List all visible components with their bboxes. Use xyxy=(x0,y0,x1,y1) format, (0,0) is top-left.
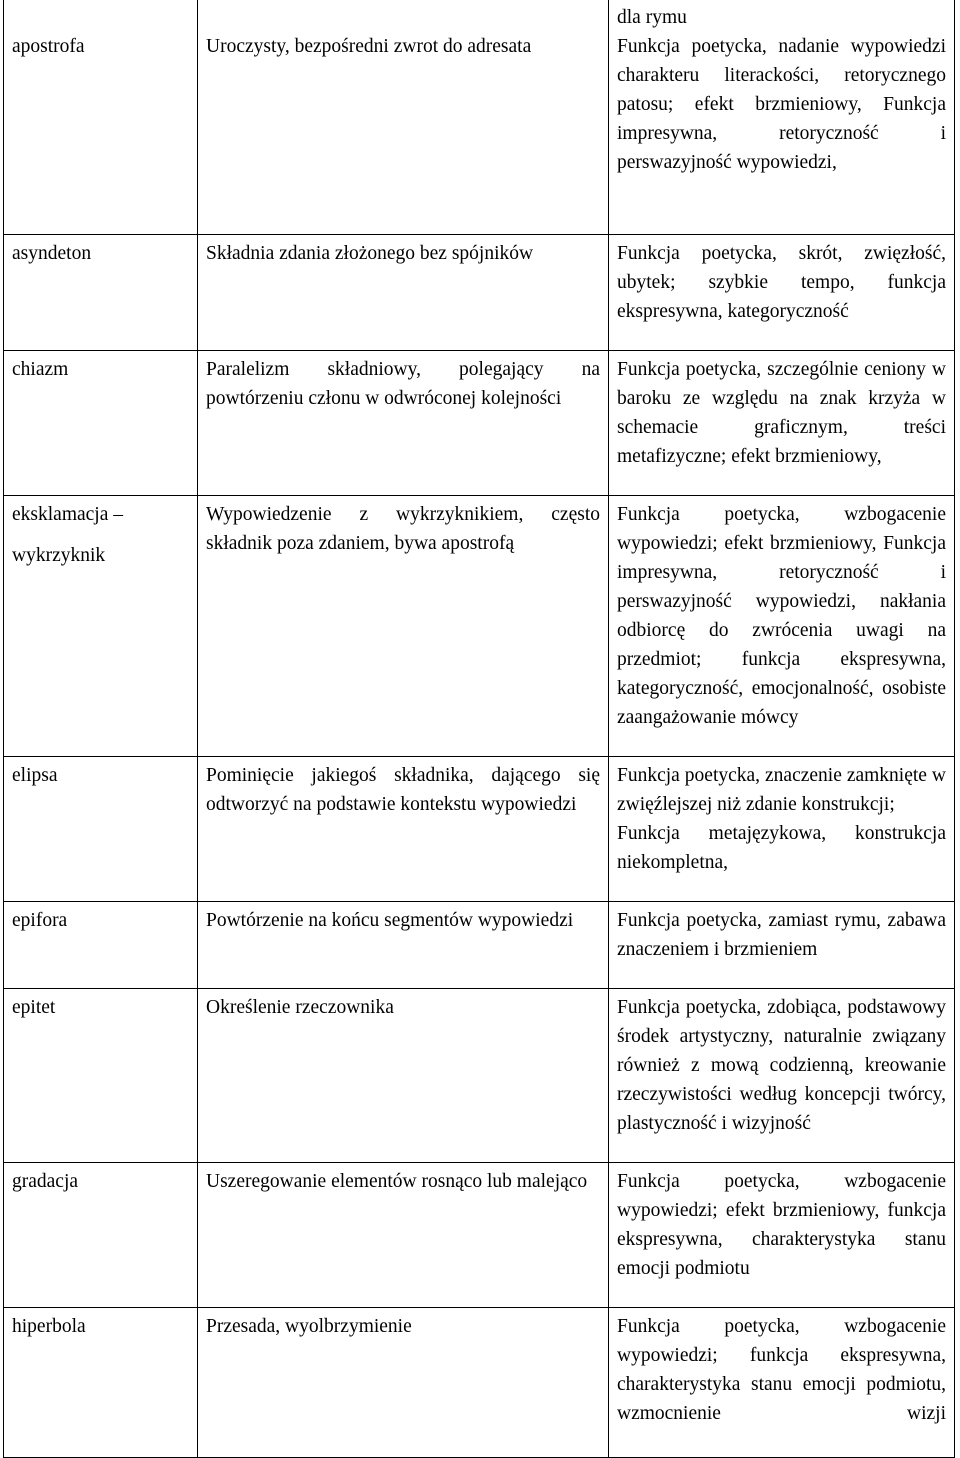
definition-cell xyxy=(198,0,609,235)
term-text: hiperbola xyxy=(12,1316,86,1337)
function-cell xyxy=(609,902,955,989)
function-text-line2: Funkcja metajęzykowa, konstrukcja niekompletna, xyxy=(617,823,946,873)
term-cell xyxy=(4,351,198,496)
function-cell xyxy=(609,989,955,1163)
function-text: Funkcja poetycka, szczególnie ceniony w baroku ze względu na znak krzyża w schemacie graficznym, treści metafizyczne; efekt brzmieniowy, xyxy=(617,359,946,467)
function-text: Funkcja poetycka, wzbogacenie wypowiedzi; efekt brzmieniowy, funkcja ekspresywna, charakterystyka stanu emocji podmiotu xyxy=(617,1171,946,1279)
term-text: asyndeton xyxy=(12,243,92,264)
term-text: apostrofa xyxy=(12,36,85,57)
term-text: elipsa xyxy=(12,765,58,786)
definition-text: Przesada, wyolbrzymienie xyxy=(206,1316,412,1337)
term-text: gradacja xyxy=(12,1171,79,1192)
function-cell xyxy=(609,0,955,235)
term-cell xyxy=(4,496,198,757)
term-cell xyxy=(4,235,198,351)
function-text: Funkcja poetycka, wzbogacenie wypowiedzi; efekt brzmieniowy, Funkcja impresywna, retoryczność i perswazyjność wypowiedzi, nakłania odbiorcę do zwrócenia uwagi na przedmiot; funkcja ekspresywna, kategoryczność, emocjonalność, osobiste zaangażowanie mówcy xyxy=(617,504,946,728)
function-cell xyxy=(609,351,955,496)
term-cell xyxy=(4,1163,198,1308)
function-text: Funkcja poetycka, skrót, zwięzłość, ubytek; szybkie tempo, funkcja ekspresywna, kategoryczność xyxy=(617,243,946,322)
term-text-line2: wykrzyknik xyxy=(12,545,106,566)
definition-text: Powtórzenie na końcu segmentów wypowiedzi xyxy=(206,910,574,931)
definition-text: Pominięcie jakiegoś składnika, dającego się odtworzyć na podstawie kontekstu wypowiedzi xyxy=(206,765,600,815)
definition-text: Wypowiedzenie z wykrzyknikiem, często składnik poza zdaniem, bywa apostrofą xyxy=(206,504,600,554)
term-cell xyxy=(4,902,198,989)
function-cell xyxy=(609,235,955,351)
term-cell xyxy=(4,757,198,902)
term-text: epitet xyxy=(12,997,56,1018)
table-row xyxy=(4,1163,955,1308)
definition-cell xyxy=(198,351,609,496)
definition-cell xyxy=(198,1308,609,1458)
definition-cell xyxy=(198,235,609,351)
function-text: Funkcja poetycka, zdobiąca, podstawowy środek artystyczny, naturalnie związany również z mową codzienną, kreowanie rzeczywistości według koncepcji twórcy, plastyczność i wizyjność xyxy=(617,997,946,1134)
term-cell xyxy=(4,0,198,235)
definition-text: Uroczysty, bezpośredni zwrot do adresata xyxy=(206,36,532,57)
function-cell xyxy=(609,757,955,902)
stylistic-devices-table xyxy=(3,0,955,1458)
term-cell xyxy=(4,1308,198,1458)
function-cell xyxy=(609,496,955,757)
term-text: chiazm xyxy=(12,359,69,380)
function-text: Funkcja poetycka, wzbogacenie wypowiedzi; funkcja ekspresywna, charakterystyka stanu emocji podmiotu, wzmocnienie wizji xyxy=(617,1316,946,1424)
term-text: eksklamacja – xyxy=(12,504,123,525)
function-text: Funkcja poetycka, nadanie wypowiedzi charakteru literackości, retorycznego patosu; efekt brzmieniowy, Funkcja impresywna, retoryczność i perswazyjność wypowiedzi, xyxy=(617,36,946,173)
table-row xyxy=(4,757,955,902)
function-text: Funkcja poetycka, znaczenie zamknięte w zwięźlejszej niż zdanie konstrukcji; xyxy=(617,765,946,815)
definition-cell xyxy=(198,1163,609,1308)
function-text: Funkcja poetycka, zamiast rymu, zabawa znaczeniem i brzmieniem xyxy=(617,910,946,960)
table-row xyxy=(4,351,955,496)
definition-cell xyxy=(198,902,609,989)
definition-text: Składnia zdania złożonego bez spójników xyxy=(206,243,534,264)
definition-cell xyxy=(198,989,609,1163)
function-cell xyxy=(609,1163,955,1308)
definition-text: Paralelizm składniowy, polegający na powtórzeniu członu w odwróconej kolejności xyxy=(206,359,600,409)
table-row xyxy=(4,496,955,757)
table-row xyxy=(4,989,955,1163)
function-lead-text: dla rymu xyxy=(617,7,687,28)
function-cell xyxy=(609,1308,955,1458)
definition-text: Uszeregowanie elementów rosnąco lub malejąco xyxy=(206,1171,588,1192)
term-text: epifora xyxy=(12,910,68,931)
definition-cell xyxy=(198,496,609,757)
definition-text: Określenie rzeczownika xyxy=(206,997,394,1018)
table-row xyxy=(4,902,955,989)
table-row xyxy=(4,0,955,235)
table-row xyxy=(4,235,955,351)
definition-cell xyxy=(198,757,609,902)
term-cell xyxy=(4,989,198,1163)
table-row xyxy=(4,1308,955,1458)
